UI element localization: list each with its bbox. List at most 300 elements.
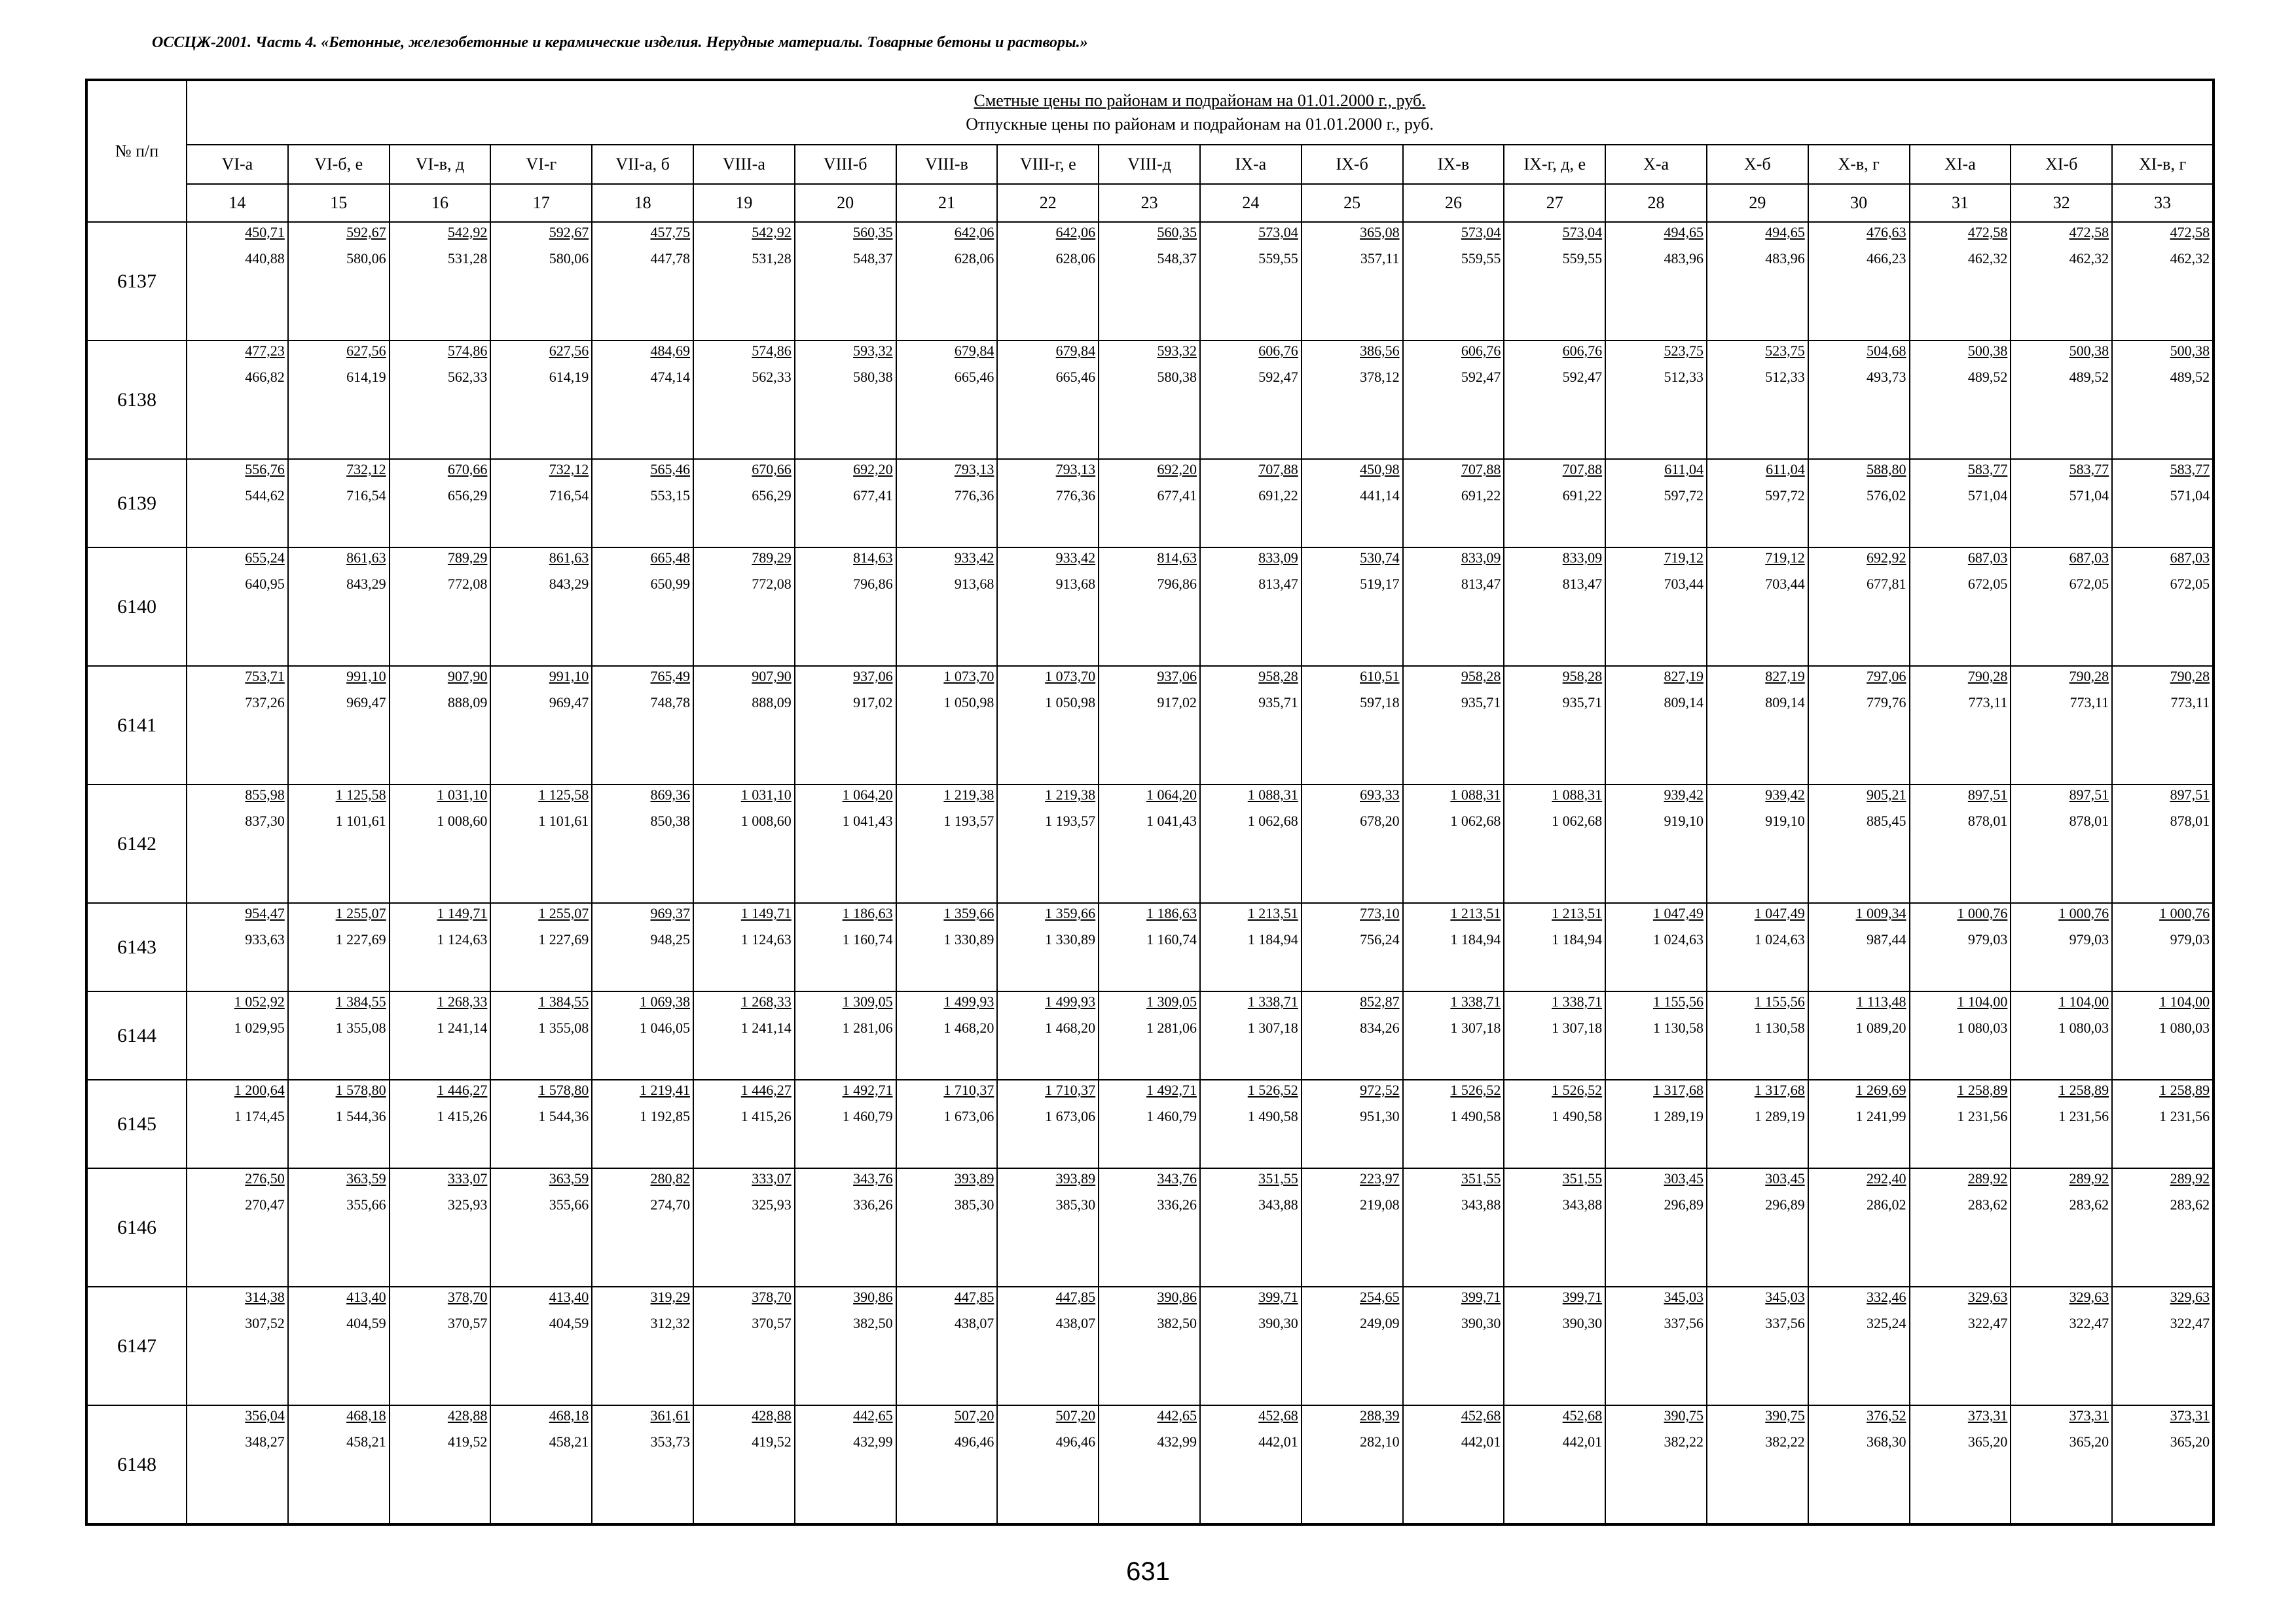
price-cell (896, 784, 998, 903)
price-cell (2112, 459, 2214, 547)
estimate-price: 345,03 (1664, 1289, 1704, 1305)
release-price: 438,07 (1055, 1315, 1096, 1331)
price-cell (1808, 547, 1910, 666)
price-cell (2011, 341, 2112, 459)
estimate-price: 472,58 (1967, 224, 2008, 240)
estimate-price: 593,32 (853, 342, 893, 359)
price-cell (592, 1405, 693, 1524)
estimate-price: 1 031,10 (740, 786, 792, 803)
column-number: 31 (1910, 184, 2011, 222)
price-cell (390, 666, 491, 784)
release-price: 850,38 (650, 813, 690, 829)
estimate-price: 442,65 (853, 1407, 893, 1424)
release-price: 571,04 (1967, 487, 2008, 504)
row-number: 6147 (86, 1287, 187, 1405)
price-cell (997, 341, 1099, 459)
estimate-price: 1 047,49 (1652, 905, 1704, 921)
estimate-price: 472,58 (2069, 224, 2109, 240)
release-price: 1 192,85 (639, 1108, 690, 1124)
release-price: 432,99 (853, 1433, 893, 1450)
estimate-price: 707,88 (1461, 461, 1501, 477)
price-cell (1605, 666, 1707, 784)
price-cell (592, 991, 693, 1080)
estimate-price: 1 088,31 (1552, 786, 1603, 803)
estimate-price: 719,12 (1664, 549, 1704, 566)
estimate-price: 707,88 (1562, 461, 1603, 477)
estimate-price: 937,06 (1157, 668, 1197, 684)
estimate-price: 1 384,55 (335, 993, 386, 1010)
release-price: 322,47 (2170, 1315, 2210, 1331)
release-price: 1 124,63 (437, 931, 488, 948)
price-cell (1605, 459, 1707, 547)
district-header: VIII-д (1099, 145, 1200, 184)
price-cell (390, 784, 491, 903)
release-price: 385,30 (954, 1196, 994, 1213)
release-price: 1 544,36 (335, 1108, 386, 1124)
estimate-price: 969,37 (650, 905, 690, 921)
release-price: 390,30 (1258, 1315, 1298, 1331)
price-cell (1302, 666, 1403, 784)
estimate-price: 1 526,52 (1450, 1082, 1501, 1098)
release-price: 1 124,63 (740, 931, 792, 948)
estimate-price: 869,36 (650, 786, 690, 803)
estimate-price: 588,80 (1867, 461, 1906, 477)
release-price: 1 062,68 (1450, 813, 1501, 829)
estimate-price: 790,28 (1967, 668, 2008, 684)
release-price: 796,86 (1157, 576, 1197, 592)
price-cell (187, 341, 288, 459)
price-cell (693, 666, 795, 784)
estimate-price: 939,42 (1664, 786, 1704, 803)
release-price: 917,02 (1157, 694, 1197, 710)
estimate-price: 897,51 (1967, 786, 2008, 803)
price-cell (1808, 1405, 1910, 1524)
column-number: 23 (1099, 184, 1200, 222)
price-cell (997, 784, 1099, 903)
estimate-price: 1 213,51 (1552, 905, 1603, 921)
estimate-price: 861,63 (549, 549, 589, 566)
release-price: 888,09 (447, 694, 488, 710)
release-price: 382,50 (1157, 1315, 1197, 1331)
price-cell (1707, 341, 1808, 459)
district-header: VIII-г, е (997, 145, 1099, 184)
release-price: 691,22 (1258, 487, 1298, 504)
release-price: 368,30 (1867, 1433, 1906, 1450)
estimate-price: 504,68 (1867, 342, 1906, 359)
release-price: 382,22 (1664, 1433, 1704, 1450)
estimate-price: 852,87 (1360, 993, 1400, 1010)
release-price: 544,62 (245, 487, 285, 504)
estimate-price: 345,03 (1765, 1289, 1805, 1305)
release-price: 592,47 (1461, 369, 1501, 385)
price-cell (997, 222, 1099, 341)
price-table (85, 79, 2215, 1526)
price-cell (1302, 222, 1403, 341)
estimate-price: 958,28 (1562, 668, 1603, 684)
release-price: 296,89 (1664, 1196, 1704, 1213)
estimate-price: 1 317,68 (1652, 1082, 1704, 1098)
price-cell (1200, 1168, 1302, 1287)
price-cell (1707, 666, 1808, 784)
release-price: 665,46 (1055, 369, 1096, 385)
release-price: 1 355,08 (538, 1020, 589, 1036)
price-cell (1605, 1080, 1707, 1168)
release-price: 1 174,45 (234, 1108, 285, 1124)
release-price: 691,22 (1562, 487, 1603, 504)
estimate-price: 333,07 (752, 1170, 792, 1187)
price-cell (1403, 903, 1504, 991)
release-price: 1 289,19 (1754, 1108, 1805, 1124)
price-cell (2011, 222, 2112, 341)
estimate-price: 1 578,80 (335, 1082, 386, 1098)
release-price: 1 355,08 (335, 1020, 386, 1036)
estimate-price: 523,75 (1664, 342, 1704, 359)
estimate-price: 1 186,63 (1146, 905, 1197, 921)
price-cell (1302, 1168, 1403, 1287)
release-price: 737,26 (245, 694, 285, 710)
column-number: 15 (288, 184, 390, 222)
release-price: 1 490,58 (1552, 1108, 1603, 1124)
release-price: 640,95 (245, 576, 285, 592)
price-cell (1200, 903, 1302, 991)
estimate-price: 390,86 (1157, 1289, 1197, 1305)
release-price: 390,30 (1461, 1315, 1501, 1331)
release-price: 656,29 (447, 487, 488, 504)
table-row (86, 903, 2214, 991)
district-header: IX-в (1403, 145, 1504, 184)
estimate-price: 292,40 (1867, 1170, 1906, 1187)
release-price: 1 080,03 (1957, 1020, 2008, 1036)
release-price: 813,47 (1461, 576, 1501, 592)
price-cell (288, 1405, 390, 1524)
table-row (86, 547, 2214, 666)
price-cell (187, 459, 288, 547)
estimate-price: 254,65 (1360, 1289, 1400, 1305)
price-cell (1504, 341, 1605, 459)
estimate-price: 390,75 (1765, 1407, 1805, 1424)
column-number: 27 (1504, 184, 1605, 222)
price-cell (2011, 991, 2112, 1080)
release-price: 1 227,69 (335, 931, 386, 948)
price-cell (490, 1168, 592, 1287)
estimate-price: 1 219,38 (1045, 786, 1096, 803)
release-price: 382,22 (1765, 1433, 1805, 1450)
estimate-price: 542,92 (447, 224, 488, 240)
price-cell (1808, 903, 1910, 991)
estimate-price: 556,76 (245, 461, 285, 477)
column-number: 20 (795, 184, 896, 222)
release-price: 348,27 (245, 1433, 285, 1450)
release-price: 1 460,79 (842, 1108, 893, 1124)
estimate-price: 393,89 (954, 1170, 994, 1187)
district-header: VI-г (490, 145, 592, 184)
table-row (86, 222, 2214, 341)
district-header: VI-в, д (390, 145, 491, 184)
release-price: 776,36 (1055, 487, 1096, 504)
release-price: 1 101,61 (538, 813, 589, 829)
release-price: 571,04 (2069, 487, 2109, 504)
release-price: 1 062,68 (1247, 813, 1298, 829)
price-cell (1605, 1405, 1707, 1524)
price-cell (1605, 547, 1707, 666)
estimate-price: 1 258,89 (2159, 1082, 2210, 1098)
price-cell (693, 903, 795, 991)
release-price: 312,32 (650, 1315, 690, 1331)
estimate-price: 1 338,71 (1450, 993, 1501, 1010)
price-cell (1910, 1287, 2011, 1405)
estimate-price: 351,55 (1258, 1170, 1298, 1187)
estimate-price: 484,69 (650, 342, 690, 359)
price-cell (2112, 666, 2214, 784)
price-cell (1605, 991, 1707, 1080)
price-cell (288, 666, 390, 784)
release-price: 913,68 (954, 576, 994, 592)
price-cell (896, 903, 998, 991)
release-price: 650,99 (650, 576, 690, 592)
release-price: 496,46 (954, 1433, 994, 1450)
price-cell (187, 1405, 288, 1524)
price-cell (1200, 784, 1302, 903)
price-cell (795, 1405, 896, 1524)
estimate-price-title: Сметные цены по районам и подрайонам на 01.01.2000 г., руб. (974, 91, 1426, 110)
price-cell (2011, 1405, 2112, 1524)
price-cell (896, 1168, 998, 1287)
estimate-price: 827,19 (1664, 668, 1704, 684)
release-price: 776,36 (954, 487, 994, 504)
estimate-price: 1 149,71 (437, 905, 488, 921)
estimate-price: 500,38 (1967, 342, 2008, 359)
release-price: 343,88 (1461, 1196, 1501, 1213)
release-price: 419,52 (752, 1433, 792, 1450)
release-price: 576,02 (1867, 487, 1906, 504)
price-cell (1302, 903, 1403, 991)
release-price: 677,41 (853, 487, 893, 504)
price-cell (2112, 222, 2214, 341)
estimate-price: 627,56 (549, 342, 589, 359)
column-number: 18 (592, 184, 693, 222)
release-price: 813,47 (1562, 576, 1603, 592)
price-cell (2112, 341, 2214, 459)
estimate-price: 1 149,71 (740, 905, 792, 921)
release-price: 597,72 (1664, 487, 1704, 504)
release-price: 489,52 (2069, 369, 2109, 385)
estimate-price: 583,77 (2069, 461, 2109, 477)
estimate-price: 1 268,33 (437, 993, 488, 1010)
price-cell (592, 547, 693, 666)
estimate-price: 765,49 (650, 668, 690, 684)
estimate-price: 329,63 (2069, 1289, 2109, 1305)
release-price: 837,30 (245, 813, 285, 829)
estimate-price: 692,20 (853, 461, 893, 477)
price-cell (592, 1287, 693, 1405)
estimate-price: 319,29 (650, 1289, 690, 1305)
price-cell (997, 903, 1099, 991)
estimate-price: 1 064,20 (1146, 786, 1197, 803)
release-price: 283,62 (2069, 1196, 2109, 1213)
release-price: 249,09 (1360, 1315, 1400, 1331)
release-price: 337,56 (1664, 1315, 1704, 1331)
price-cell (1910, 1405, 2011, 1524)
estimate-price: 1 186,63 (842, 905, 893, 921)
column-number: 32 (2011, 184, 2112, 222)
estimate-price: 606,76 (1461, 342, 1501, 359)
release-price: 614,19 (346, 369, 386, 385)
estimate-price: 1 047,49 (1754, 905, 1805, 921)
release-price: 580,06 (549, 250, 589, 267)
estimate-price: 855,98 (245, 786, 285, 803)
release-price: 440,88 (245, 250, 285, 267)
release-price: 1 241,14 (740, 1020, 792, 1036)
price-cell (490, 222, 592, 341)
estimate-price: 1 338,71 (1247, 993, 1298, 1010)
price-cell (1403, 341, 1504, 459)
estimate-price: 1 088,31 (1247, 786, 1298, 803)
price-cell (1910, 666, 2011, 784)
estimate-price: 373,31 (2170, 1407, 2210, 1424)
price-cell (1200, 222, 1302, 341)
price-cell (896, 222, 998, 341)
release-price: 691,22 (1461, 487, 1501, 504)
estimate-price: 530,74 (1360, 549, 1400, 566)
estimate-price: 1 255,07 (335, 905, 386, 921)
release-price: 322,47 (2069, 1315, 2109, 1331)
price-cell (1403, 1168, 1504, 1287)
price-cell (1707, 784, 1808, 903)
row-number: 6137 (86, 222, 187, 341)
price-cell (2112, 903, 2214, 991)
price-cell (1808, 1287, 1910, 1405)
price-cell (795, 903, 896, 991)
estimate-price: 627,56 (346, 342, 386, 359)
row-number: 6142 (86, 784, 187, 903)
district-header: IX-б (1302, 145, 1403, 184)
estimate-price: 373,31 (2069, 1407, 2109, 1424)
price-cell (1910, 991, 2011, 1080)
price-cell (2112, 1080, 2214, 1168)
release-price: 357,11 (1360, 250, 1400, 267)
price-cell (1302, 1287, 1403, 1405)
release-price: 1 130,58 (1754, 1020, 1805, 1036)
price-cell (2011, 1168, 2112, 1287)
price-cell (1910, 903, 2011, 991)
release-price: 948,25 (650, 931, 690, 948)
release-price: 512,33 (1664, 369, 1704, 385)
price-cell (1910, 341, 2011, 459)
price-cell (2112, 784, 2214, 903)
estimate-price: 606,76 (1562, 342, 1603, 359)
price-cell (390, 1405, 491, 1524)
release-price: 336,26 (853, 1196, 893, 1213)
price-cell (592, 1168, 693, 1287)
estimate-price: 642,06 (1055, 224, 1096, 240)
price-cell (1707, 1287, 1808, 1405)
estimate-price: 692,92 (1867, 549, 1906, 566)
estimate-price: 1 073,70 (1045, 668, 1096, 684)
release-price: 672,05 (2170, 576, 2210, 592)
release-price: 559,55 (1461, 250, 1501, 267)
release-price: 307,52 (245, 1315, 285, 1331)
price-cell (1403, 1080, 1504, 1168)
price-cell (1910, 784, 2011, 903)
release-price: 592,47 (1258, 369, 1298, 385)
estimate-price: 386,56 (1360, 342, 1400, 359)
price-cell (1808, 222, 1910, 341)
release-price: 979,03 (2170, 931, 2210, 948)
release-price: 519,17 (1360, 576, 1400, 592)
release-price: 1 490,58 (1247, 1108, 1298, 1124)
estimate-price: 665,48 (650, 549, 690, 566)
release-price: 913,68 (1055, 576, 1096, 592)
price-cell (795, 784, 896, 903)
estimate-price: 1 213,51 (1247, 905, 1298, 921)
estimate-price: 610,51 (1360, 668, 1400, 684)
release-price: 1 008,60 (740, 813, 792, 829)
estimate-price: 223,97 (1360, 1170, 1400, 1187)
estimate-price: 507,20 (954, 1407, 994, 1424)
release-price: 1 307,18 (1247, 1020, 1298, 1036)
estimate-price: 593,32 (1157, 342, 1197, 359)
price-cell (288, 991, 390, 1080)
release-price: 1 241,99 (1855, 1108, 1906, 1124)
price-cell (1605, 903, 1707, 991)
estimate-price: 500,38 (2069, 342, 2109, 359)
estimate-price: 361,61 (650, 1407, 690, 1424)
price-cell (795, 1168, 896, 1287)
estimate-price: 1 104,00 (1957, 993, 2008, 1010)
price-cell (187, 222, 288, 341)
district-header-row (86, 145, 2214, 184)
estimate-price: 958,28 (1258, 668, 1298, 684)
price-cell (1504, 1287, 1605, 1405)
release-price: 1 281,06 (842, 1020, 893, 1036)
release-price: 378,12 (1360, 369, 1400, 385)
price-cell (2011, 784, 2112, 903)
release-price: 559,55 (1258, 250, 1298, 267)
price-cell (490, 1405, 592, 1524)
price-cell (1200, 1287, 1302, 1405)
estimate-price: 351,55 (1461, 1170, 1501, 1187)
column-number: 16 (390, 184, 491, 222)
release-price: 355,66 (549, 1196, 589, 1213)
release-price: 548,37 (853, 250, 893, 267)
price-cell (795, 547, 896, 666)
column-number-row (86, 184, 2214, 222)
estimate-price: 954,47 (245, 905, 285, 921)
price-cell (1200, 1405, 1302, 1524)
price-cell (997, 547, 1099, 666)
price-cell (693, 222, 795, 341)
estimate-price: 939,42 (1765, 786, 1805, 803)
release-price: 935,71 (1258, 694, 1298, 710)
release-price: 483,96 (1765, 250, 1805, 267)
release-price: 1 089,20 (1855, 1020, 1906, 1036)
price-cell (187, 903, 288, 991)
release-price: 337,56 (1765, 1315, 1805, 1331)
price-cell (1504, 547, 1605, 666)
price-cell (795, 341, 896, 459)
price-cell (390, 903, 491, 991)
release-price: 353,73 (650, 1433, 690, 1450)
release-price: 1 330,89 (1045, 931, 1096, 948)
price-cell (2112, 1168, 2214, 1287)
price-cell (997, 1405, 1099, 1524)
price-cell (1099, 784, 1200, 903)
estimate-price: 452,68 (1258, 1407, 1298, 1424)
estimate-price: 670,66 (447, 461, 488, 477)
estimate-price: 642,06 (954, 224, 994, 240)
release-price: 571,04 (2170, 487, 2210, 504)
estimate-price: 574,86 (752, 342, 792, 359)
